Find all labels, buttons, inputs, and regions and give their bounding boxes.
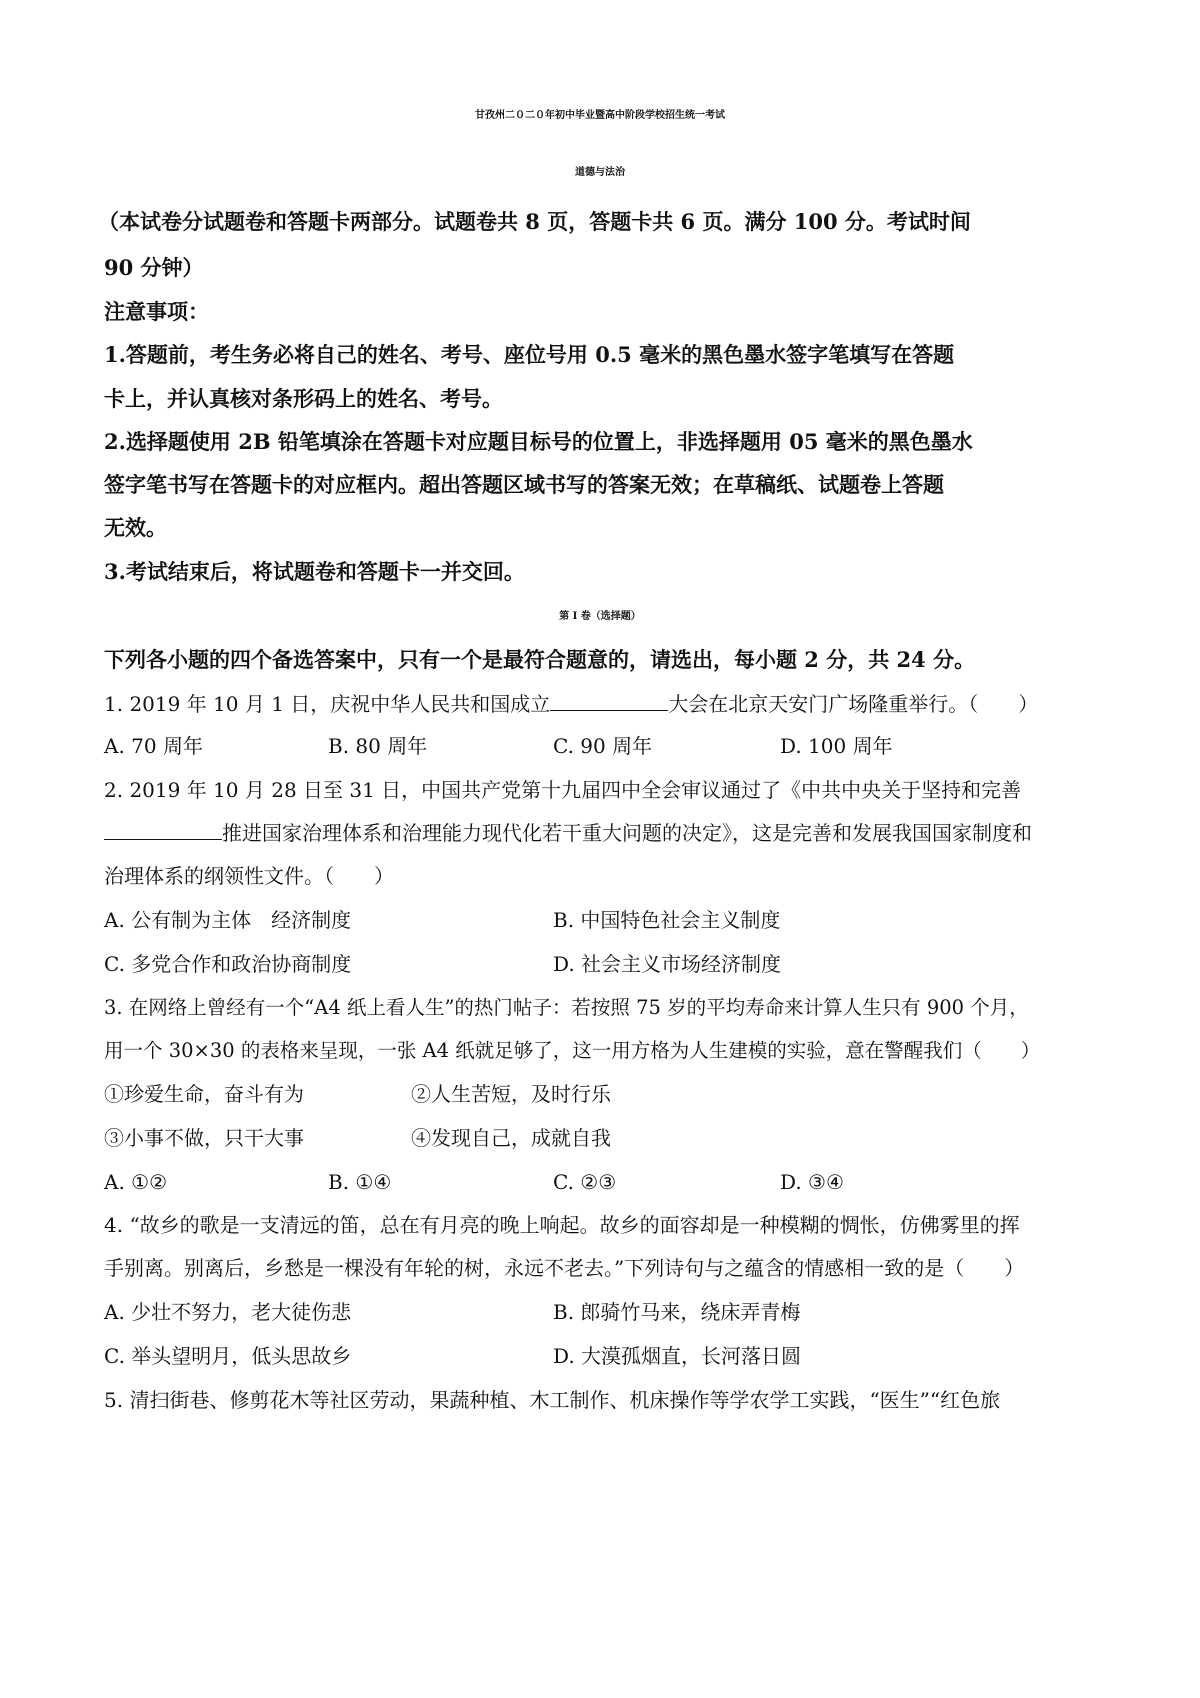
exam-title: 甘孜州二０二０年初中毕业暨高中阶段学校招生统一考试 [475, 110, 725, 121]
question-5-line-1: 5. 清扫街巷、修剪花木等社区劳动，果蔬种植、木工制作、机床操作等学农学工实践，“医生”“红色旅 [104, 1388, 1001, 1412]
subject-title: 道德与法治 [575, 167, 625, 178]
question-4-option-b: B. 郎骑竹马来，绕床弄青梅 [553, 1300, 801, 1324]
question-3-statement-3: ③小事不做，只干大事 [104, 1126, 304, 1150]
question-2-option-a: A. 公有制为主体 经济制度 [104, 908, 352, 932]
section-instruction: 下列各小题的四个备选答案中，只有一个是最符合题意的，请选出，每小题 2 分，共 24 分。 [104, 647, 976, 672]
section-title: 第 I 卷（选择题） [559, 611, 641, 622]
question-2-line-2 [104, 819, 1032, 847]
question-3-option-c: C. ②③ [553, 1170, 617, 1194]
answer-blank [104, 821, 222, 840]
question-2-option-c: C. 多党合作和政治协商制度 [104, 952, 352, 976]
question-1-option-a: A. 70 周年 [104, 734, 203, 758]
question-2-option-d: D. 社会主义市场经济制度 [553, 952, 782, 976]
question-2-line-3: 治理体系的纲领性文件。（ ） [104, 864, 394, 888]
question-3-option-b: B. ①④ [328, 1170, 392, 1194]
notes-heading: 注意事项： [104, 299, 209, 324]
question-1-stem-end: 大会在北京天安门广场隆重举行。（ ） [668, 692, 1039, 716]
note-2-line-2: 签字笔书写在答题卡的对应框内。超出答题区域书写的答案无效；在草稿纸、试题卷上答题 [104, 472, 944, 497]
note-2-line-1: 2.选择题使用 2B 铅笔填涂在答题卡对应题目标号的位置上，非选择题用 05 毫米的黑色墨水 [104, 429, 973, 454]
question-3-line-2: 用一个 30×30 的表格来呈现，一张 A4 纸就足够了，这一用方格为人生建模的实验，意在警醒我们（ ） [104, 1039, 1041, 1062]
question-3-line-1: 3. 在网络上曾经有一个“A4 纸上看人生”的热门帖子：若按照 75 岁的平均寿命来计算人生只有 900 个月， [104, 996, 1029, 1019]
question-1-option-b: B. 80 周年 [328, 734, 428, 758]
question-3-option-d: D. ③④ [780, 1170, 844, 1194]
question-4-option-a: A. 少壮不努力，老大徒伤悲 [104, 1300, 352, 1324]
question-3-option-a: A. ①② [104, 1170, 168, 1194]
question-3-statement-2: ②人生苦短，及时行乐 [411, 1082, 611, 1106]
answer-blank [550, 692, 668, 711]
note-2-line-3: 无效。 [104, 515, 167, 540]
question-2-line-1: 2. 2019 年 10 月 28 日至 31 日，中国共产党第十九届四中全会审议通过了《中共中央关于坚持和完善 [104, 778, 1022, 802]
intro-line-1: （本试卷分试题卷和答题卡两部分。试题卷共 8 页，答题卡共 6 页。满分 100 分。考试时间 [98, 209, 971, 234]
note-1-line-2: 卡上，并认真核对条形码上的姓名、考号。 [104, 386, 503, 411]
intro-line-2: 90 分钟） [104, 255, 204, 280]
question-4-line-2: 手别离。别离后，乡愁是一棵没有年轮的树，永远不老去。”下列诗句与之蕴含的情感相一致的是（ ） [104, 1256, 1025, 1280]
question-3-statement-1: ①珍爱生命，奋斗有为 [104, 1082, 304, 1106]
question-2-option-b: B. 中国特色社会主义制度 [553, 908, 781, 932]
note-1-line-1: 1.答题前，考生务必将自己的姓名、考号、座位号用 0.5 毫米的黑色墨水签字笔填写在答题 [104, 342, 955, 367]
question-1-stem [104, 690, 1038, 718]
question-1-stem-start: 1. 2019 年 10 月 1 日，庆祝中华人民共和国成立 [104, 692, 551, 716]
question-3-statement-4: ④发现自己，成就自我 [411, 1126, 611, 1150]
question-2-line-2-text: 推进国家治理体系和治理能力现代化若干重大问题的决定》，这是完善和发展我国国家制度和 [222, 821, 1032, 845]
question-4-option-c: C. 举头望明月，低头思故乡 [104, 1344, 352, 1368]
question-4-line-1: 4. “故乡的歌是一支清远的笛，总在有月亮的晚上响起。故乡的面容却是一种模糊的惆怅，仿佛雾里的挥 [104, 1213, 1020, 1237]
question-1-option-d: D. 100 周年 [780, 734, 893, 758]
note-3: 3.考试结束后，将试题卷和答题卡一并交回。 [104, 559, 525, 584]
question-4-option-d: D. 大漠孤烟直，长河落日圆 [553, 1344, 802, 1368]
question-1-option-c: C. 90 周年 [553, 734, 653, 758]
